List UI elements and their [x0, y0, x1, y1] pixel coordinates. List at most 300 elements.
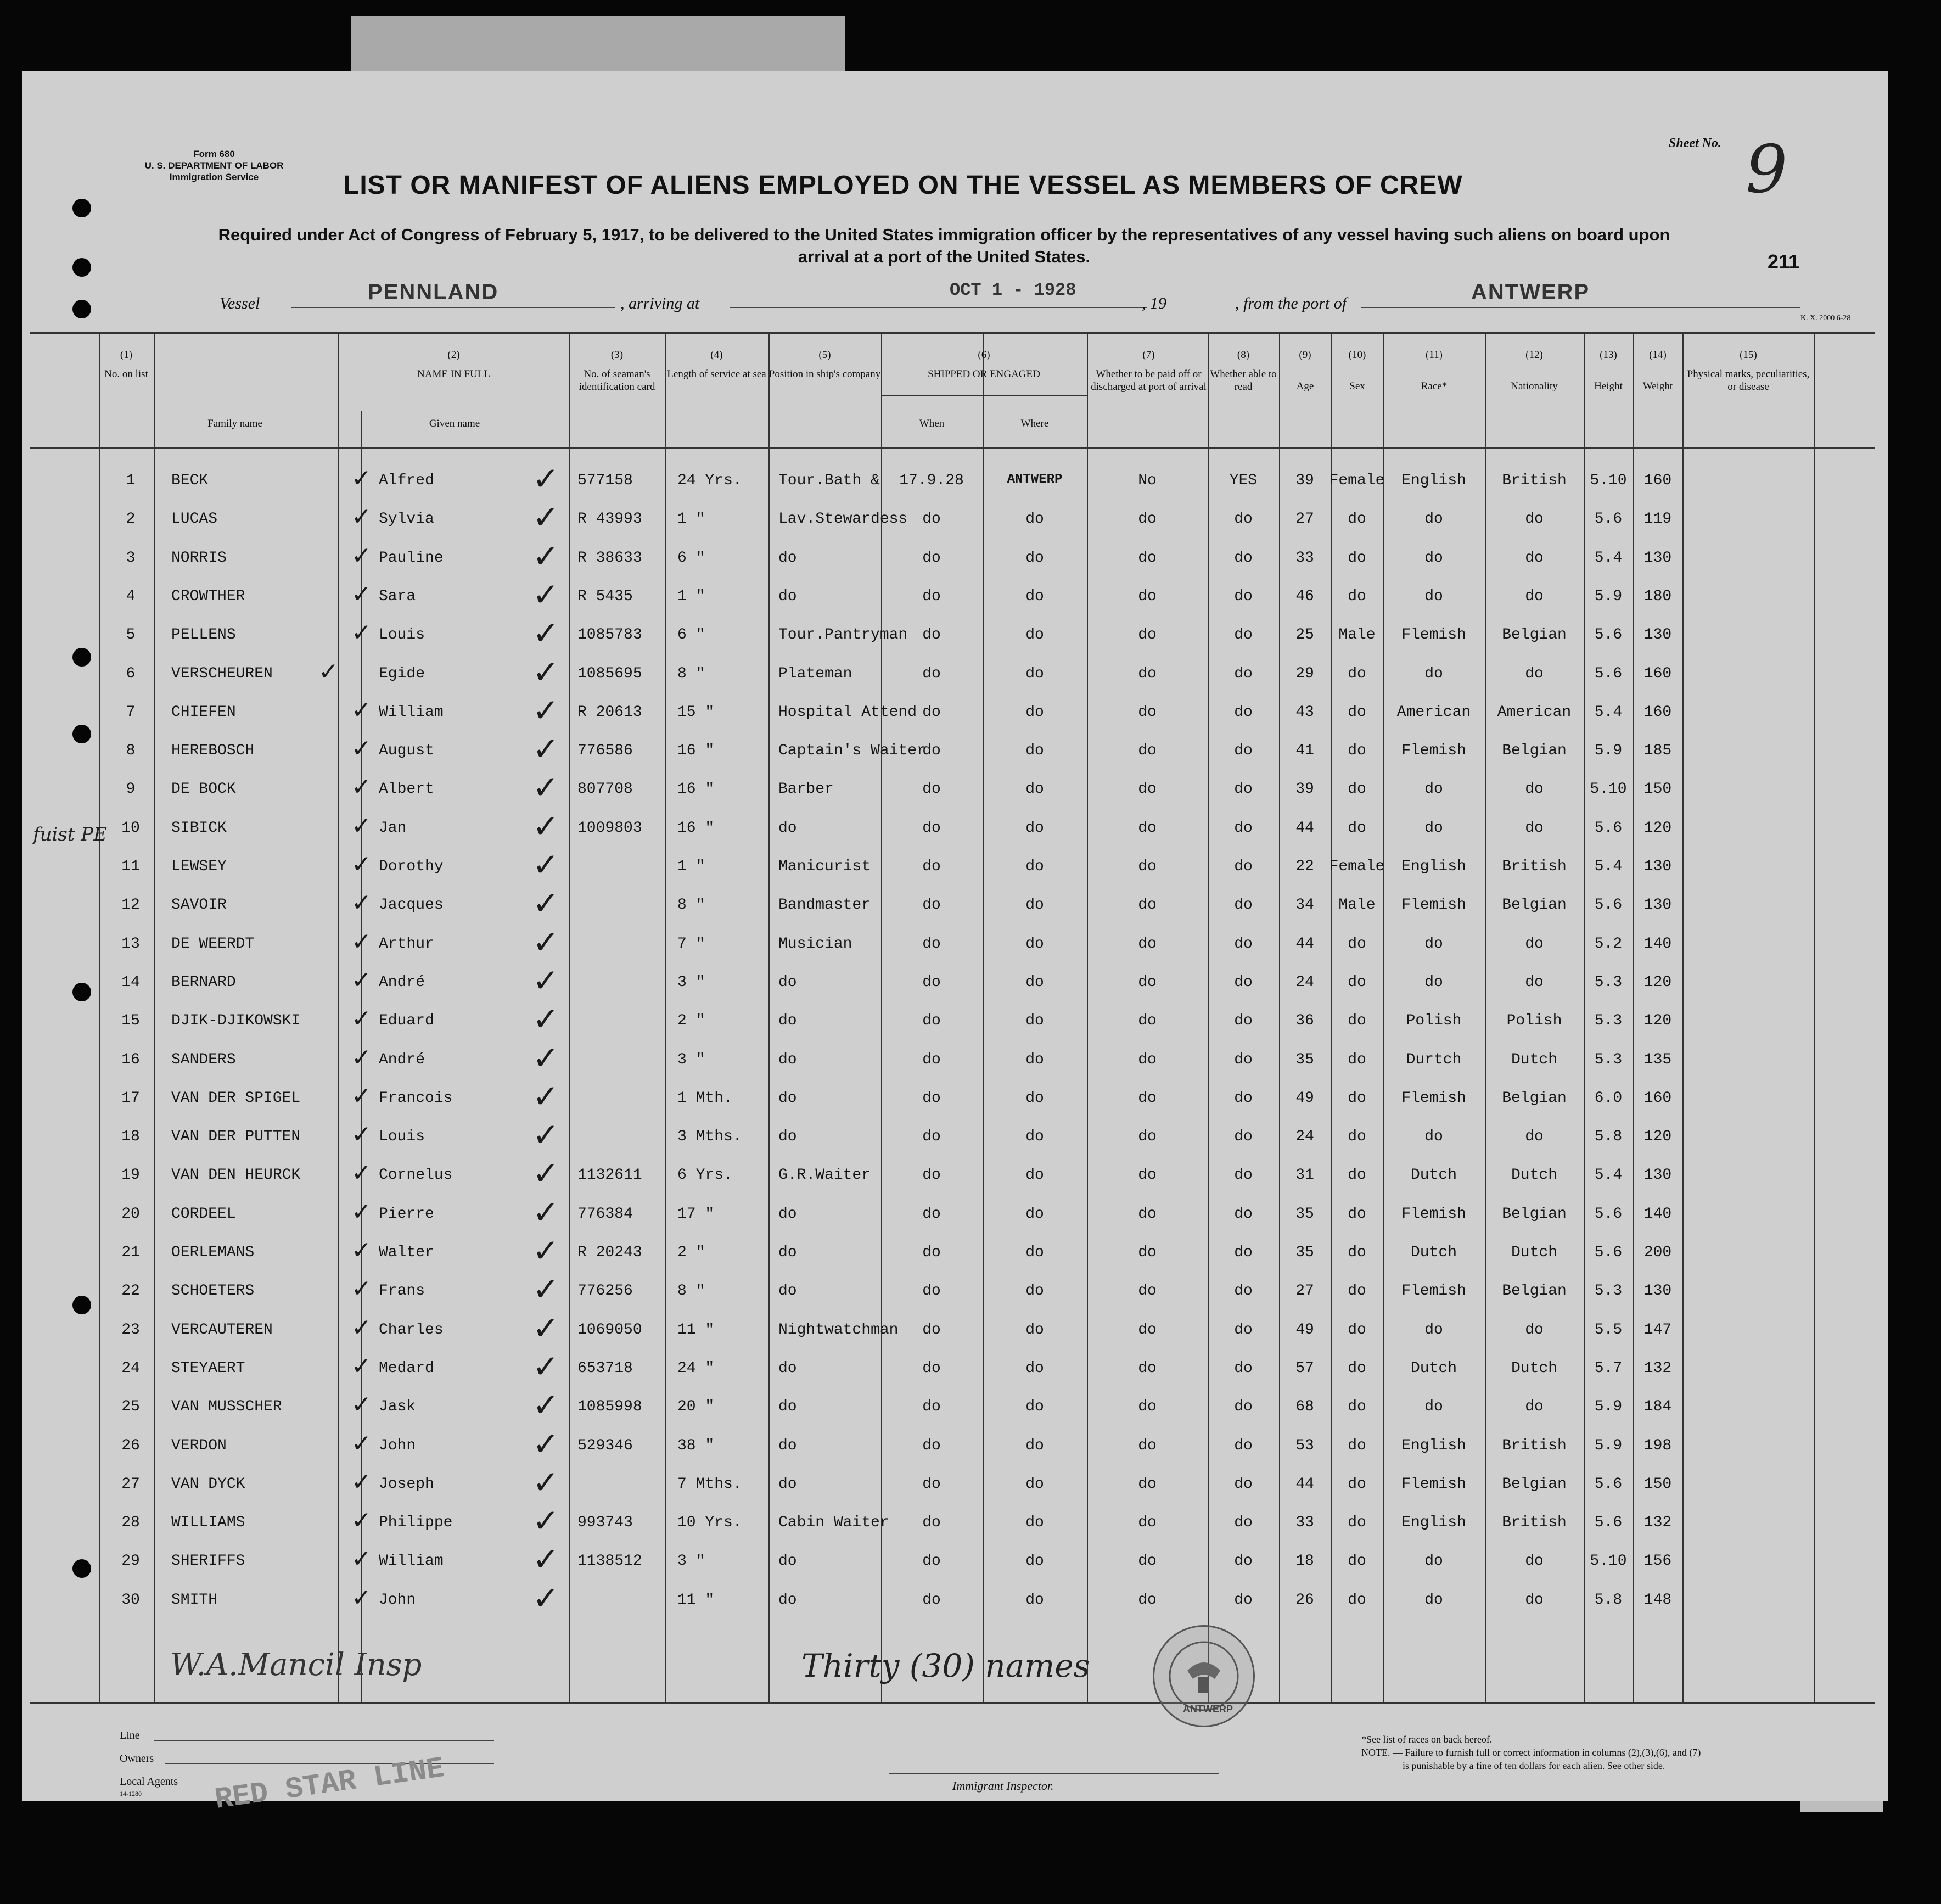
cell-height: 5.10	[1590, 1553, 1627, 1570]
header-num: (13)	[1600, 349, 1617, 361]
cell-weight: 148	[1643, 1591, 1672, 1609]
cell-race: do	[1424, 1553, 1443, 1570]
cell-weight: 200	[1643, 1244, 1672, 1261]
header-label: Whether to be paid off or discharged at port of arrival	[1091, 368, 1207, 393]
header-num: (2)	[447, 349, 460, 361]
cell-able-to-read: do	[1234, 1089, 1253, 1107]
port-blank	[1361, 307, 1800, 308]
cell-family-name: NORRIS	[171, 549, 227, 567]
cell-height: 5.4	[1594, 1167, 1623, 1184]
checkmark-icon: ✓	[532, 1502, 559, 1540]
cell-nationality: Belgian	[1502, 897, 1567, 914]
cell-shipped-when: do	[922, 1167, 941, 1184]
cell-able-to-read: do	[1234, 858, 1253, 875]
checkmark-icon: ✓	[532, 575, 559, 613]
cell-age: 27	[1295, 511, 1314, 528]
checkmark-icon: ✓	[532, 1232, 559, 1269]
table-top-rule	[30, 332, 1875, 334]
cell-weight: 160	[1643, 472, 1672, 489]
cell-length-of-service: 7 Mths.	[677, 1475, 742, 1493]
cell-nationality: Dutch	[1511, 1167, 1557, 1184]
cell-shipped-when: do	[922, 1128, 941, 1146]
subtitle-line-1: Required under Act of Congress of February 5, 1917, to be delivered to the United States immigration officer by the representatives of any vessel having such aliens on board upon	[218, 225, 1670, 244]
cell-given-name: Charles	[379, 1321, 444, 1339]
header-id-card	[569, 349, 665, 393]
cell-given-name: Egide	[379, 665, 425, 682]
cell-race: English	[1401, 472, 1466, 489]
cell-able-to-read: do	[1234, 1205, 1253, 1223]
cell-family-name: VAN DYCK	[171, 1475, 245, 1493]
cell-nationality: American	[1497, 703, 1572, 721]
checkmark-icon: ✓	[532, 807, 559, 845]
cell-id-card: 1069050	[577, 1321, 642, 1339]
cell-shipped-where: ANTWERP	[1007, 472, 1063, 487]
checkmark-icon: ✓	[318, 657, 339, 686]
cell-nationality: British	[1502, 1514, 1567, 1532]
table-header-rule	[30, 447, 1875, 449]
cell-position: do	[778, 549, 797, 567]
cell-race: Flemish	[1401, 1089, 1466, 1107]
cell-age: 57	[1295, 1359, 1314, 1377]
cell-weight: 150	[1643, 1475, 1672, 1493]
header-num: (8)	[1237, 349, 1250, 361]
cell-paid-off: do	[1138, 1283, 1157, 1300]
header-num: (14)	[1649, 349, 1667, 361]
cell-length-of-service: 11 "	[677, 1591, 715, 1609]
cell-shipped-where: do	[1025, 935, 1044, 953]
cell-length-of-service: 3 "	[677, 1553, 705, 1570]
inspector-blank	[889, 1773, 1219, 1774]
punch-hole	[72, 725, 91, 743]
cell-position: G.R.Waiter	[778, 1167, 871, 1184]
cell-shipped-when: do	[922, 1244, 941, 1261]
form-number: Form 680	[193, 149, 235, 159]
cell-race: English	[1401, 858, 1466, 875]
cell-sex: do	[1348, 1321, 1366, 1339]
manifest-sheet	[22, 71, 1888, 1818]
cell-shipped-when: do	[922, 1475, 941, 1493]
cell-weight: 140	[1643, 935, 1672, 953]
checkmark-icon: ✓	[351, 619, 372, 647]
cell-height: 5.3	[1594, 1012, 1623, 1030]
cell-row-number: 20	[121, 1205, 140, 1223]
cell-paid-off: do	[1138, 858, 1157, 875]
cell-height: 5.9	[1594, 1398, 1623, 1416]
header-no	[99, 349, 154, 380]
cell-able-to-read: do	[1234, 703, 1253, 721]
shipped-subheader-rule	[881, 395, 1087, 396]
checkmark-icon: ✓	[351, 927, 372, 956]
cell-sex: do	[1348, 935, 1366, 953]
checkmark-icon: ✓	[351, 464, 372, 492]
cell-id-card: 1085998	[577, 1398, 642, 1416]
cell-paid-off: do	[1138, 742, 1157, 760]
checkmark-icon: ✓	[532, 1386, 559, 1424]
cell-age: 39	[1295, 781, 1314, 798]
cell-length-of-service: 1 "	[677, 587, 705, 605]
cell-nationality: do	[1525, 1553, 1544, 1570]
cell-race: do	[1424, 549, 1443, 567]
cell-height: 5.9	[1594, 742, 1623, 760]
cell-age: 46	[1295, 587, 1314, 605]
cell-shipped-where: do	[1025, 1283, 1044, 1300]
cell-age: 68	[1295, 1398, 1314, 1416]
cell-able-to-read: do	[1234, 1553, 1253, 1570]
cell-weight: 135	[1643, 1051, 1672, 1068]
cell-weight: 130	[1643, 1167, 1672, 1184]
fine-note-2: is punishable by a fine of ten dollars for each alien. See other side.	[1403, 1760, 1665, 1771]
checkmark-icon: ✓	[351, 811, 372, 840]
cell-nationality: do	[1525, 1398, 1544, 1416]
cell-row-number: 14	[121, 973, 140, 991]
header-label: Position in ship's company	[768, 368, 881, 380]
checkmark-icon: ✓	[351, 850, 372, 878]
cell-able-to-read: do	[1234, 665, 1253, 682]
cell-height: 5.9	[1594, 1437, 1623, 1454]
cell-length-of-service: 1 "	[677, 858, 705, 875]
cell-nationality: do	[1525, 587, 1544, 605]
header-weight	[1633, 349, 1682, 393]
checkmark-icon: ✓	[532, 1347, 559, 1385]
checkmark-icon: ✓	[351, 1121, 372, 1149]
cell-able-to-read: do	[1234, 511, 1253, 528]
cell-height: 5.2	[1594, 935, 1623, 953]
cell-given-name: Cornelus	[379, 1167, 453, 1184]
cell-shipped-when: do	[922, 1205, 941, 1223]
cell-nationality: do	[1525, 665, 1544, 682]
cell-race: do	[1424, 665, 1443, 682]
cell-height: 5.6	[1594, 511, 1623, 528]
cell-weight: 185	[1643, 742, 1672, 760]
cell-height: 5.6	[1594, 1244, 1623, 1261]
cell-position: do	[778, 1591, 797, 1609]
cell-able-to-read: do	[1234, 897, 1253, 914]
header-paid-off	[1090, 349, 1208, 393]
cell-age: 39	[1295, 472, 1314, 489]
cell-weight: 120	[1643, 819, 1672, 837]
cell-position: do	[778, 819, 797, 837]
cell-shipped-where: do	[1025, 1244, 1044, 1261]
cell-given-name: Francois	[379, 1089, 453, 1107]
cell-sex: do	[1348, 1167, 1366, 1184]
cell-shipped-where: do	[1025, 626, 1044, 644]
cell-given-name: André	[379, 1051, 425, 1068]
cell-able-to-read: do	[1234, 1514, 1253, 1532]
header-where: Where	[1020, 418, 1049, 429]
cell-age: 27	[1295, 1283, 1314, 1300]
year-label: , 19	[1142, 294, 1166, 312]
cell-position: Captain's Waiter	[778, 742, 926, 760]
checkmark-icon: ✓	[532, 1077, 559, 1115]
cell-position: Barber	[778, 781, 834, 798]
checkmark-icon: ✓	[532, 1270, 559, 1308]
checkmark-icon: ✓	[532, 846, 559, 883]
cell-id-card: 1132611	[577, 1167, 642, 1184]
header-position	[768, 349, 881, 380]
cell-nationality: Polish	[1506, 1012, 1562, 1030]
cell-weight: 160	[1643, 703, 1672, 721]
header-sex	[1331, 349, 1383, 393]
cell-shipped-when: do	[922, 665, 941, 682]
cell-length-of-service: 8 "	[677, 897, 705, 914]
checkmark-icon: ✓	[532, 1116, 559, 1154]
checkmark-icon: ✓	[351, 1352, 372, 1380]
cell-shipped-where: do	[1025, 819, 1044, 837]
cell-nationality: do	[1525, 935, 1544, 953]
cell-weight: 132	[1643, 1514, 1672, 1532]
cell-age: 24	[1295, 1128, 1314, 1146]
cell-position: Lav.Stewardess	[778, 511, 908, 528]
checkmark-icon: ✓	[351, 1043, 372, 1072]
cell-age: 29	[1295, 665, 1314, 682]
cell-height: 5.8	[1594, 1591, 1623, 1609]
cell-weight: 150	[1643, 781, 1672, 798]
column-rule	[665, 332, 666, 1702]
cell-paid-off: do	[1138, 511, 1157, 528]
cell-given-name: Medard	[379, 1359, 434, 1377]
cell-family-name: SCHOETERS	[171, 1283, 255, 1300]
cell-family-name: SIBICK	[171, 819, 227, 837]
header-label: No. on list	[104, 368, 148, 380]
cell-given-name: André	[379, 973, 425, 991]
cell-shipped-where: do	[1025, 703, 1044, 721]
cell-family-name: SMITH	[171, 1591, 218, 1609]
cell-age: 44	[1295, 1475, 1314, 1493]
cell-row-number: 9	[126, 781, 136, 798]
cell-row-number: 11	[121, 858, 140, 875]
line-stamp: RED STAR LINE	[212, 1751, 447, 1818]
cell-length-of-service: 16 "	[677, 742, 715, 760]
vessel-label: Vessel	[220, 294, 260, 312]
cell-nationality: Belgian	[1502, 1283, 1567, 1300]
cell-row-number: 8	[126, 742, 136, 760]
cell-given-name: Pierre	[379, 1205, 434, 1223]
cell-family-name: BECK	[171, 472, 209, 489]
cell-position: Musician	[778, 935, 852, 953]
cell-position: Tour.Bath &	[778, 472, 880, 489]
cell-age: 35	[1295, 1244, 1314, 1261]
checkmark-icon: ✓	[532, 1463, 559, 1501]
cell-length-of-service: 7 "	[677, 935, 705, 953]
checkmark-icon: ✓	[532, 1309, 559, 1347]
cell-row-number: 19	[121, 1167, 140, 1184]
cell-race: Flemish	[1401, 1283, 1466, 1300]
checkmark-icon: ✓	[351, 1468, 372, 1496]
punch-hole	[72, 258, 91, 277]
cell-shipped-where: do	[1025, 742, 1044, 760]
cell-length-of-service: 11 "	[677, 1321, 715, 1339]
header-num: (10)	[1348, 349, 1366, 361]
cell-age: 41	[1295, 742, 1314, 760]
cell-race: do	[1424, 1591, 1443, 1609]
cell-sex: do	[1348, 1359, 1366, 1377]
cell-paid-off: do	[1138, 1244, 1157, 1261]
checkmark-icon: ✓	[351, 1545, 372, 1573]
checkmark-icon: ✓	[351, 696, 372, 724]
cell-paid-off: do	[1138, 1553, 1157, 1570]
cell-nationality: do	[1525, 1321, 1544, 1339]
header-num: (3)	[610, 349, 624, 361]
header-label: Whether able to read	[1210, 368, 1277, 393]
cell-paid-off: do	[1138, 935, 1157, 953]
cell-nationality: do	[1525, 511, 1544, 528]
cell-id-card: 776384	[577, 1205, 633, 1223]
cell-shipped-when: do	[922, 1514, 941, 1532]
cell-family-name: VAN DER SPIGEL	[171, 1089, 301, 1107]
checkmark-icon: ✓	[532, 691, 559, 729]
cell-family-name: DJIK-DJIKOWSKI	[171, 1012, 301, 1030]
cell-length-of-service: 1 Mth.	[677, 1089, 733, 1107]
cell-height: 5.6	[1594, 819, 1623, 837]
cell-race: do	[1424, 819, 1443, 837]
cell-row-number: 28	[121, 1514, 140, 1532]
header-label: NAME IN FULL	[417, 368, 490, 380]
header-label: Race*	[1421, 380, 1448, 392]
cell-position: Hospital Attend	[778, 703, 917, 721]
checkmark-icon: ✓	[351, 1391, 372, 1419]
checkmark-icon: ✓	[532, 961, 559, 999]
cell-paid-off: do	[1138, 587, 1157, 605]
cell-race: American	[1396, 703, 1471, 721]
cell-race: do	[1424, 1398, 1443, 1416]
cell-paid-off: do	[1138, 1051, 1157, 1068]
cell-height: 5.6	[1594, 1205, 1623, 1223]
cell-paid-off: do	[1138, 1167, 1157, 1184]
cell-position: Nightwatchman	[778, 1321, 899, 1339]
cell-family-name: SHERIFFS	[171, 1553, 245, 1570]
cell-sex: do	[1348, 1089, 1366, 1107]
cell-length-of-service: 2 "	[677, 1244, 705, 1261]
cell-race: Flemish	[1401, 1205, 1466, 1223]
cell-family-name: WILLIAMS	[171, 1514, 245, 1532]
cell-height: 5.4	[1594, 703, 1623, 721]
cell-position: do	[778, 1128, 797, 1146]
cell-age: 43	[1295, 703, 1314, 721]
cell-shipped-where: do	[1025, 1128, 1044, 1146]
subtitle-line-2: arrival at a port of the United States.	[798, 247, 1091, 266]
cell-length-of-service: 6 "	[677, 626, 705, 644]
cell-family-name: VERSCHEUREN	[171, 665, 273, 682]
cell-paid-off: do	[1138, 549, 1157, 567]
cell-able-to-read: YES	[1229, 472, 1258, 489]
cell-given-name: Frans	[379, 1283, 425, 1300]
cell-row-number: 5	[126, 626, 136, 644]
cell-position: do	[778, 1398, 797, 1416]
cell-shipped-when: do	[922, 973, 941, 991]
cell-able-to-read: do	[1234, 1244, 1253, 1261]
cell-length-of-service: 38 "	[677, 1437, 715, 1454]
cell-position: do	[778, 1437, 797, 1454]
cell-shipped-where: do	[1025, 549, 1044, 567]
cell-row-number: 22	[121, 1283, 140, 1300]
cell-weight: 160	[1643, 1089, 1672, 1107]
cell-shipped-when: do	[922, 549, 941, 567]
cell-nationality: do	[1525, 819, 1544, 837]
cell-paid-off: do	[1138, 973, 1157, 991]
cell-sex: do	[1348, 1591, 1366, 1609]
cell-able-to-read: do	[1234, 1359, 1253, 1377]
header-label: Age	[1296, 380, 1314, 392]
cell-id-card: 1138512	[577, 1553, 642, 1570]
header-able-read	[1208, 349, 1279, 393]
cell-weight: 198	[1643, 1437, 1672, 1454]
cell-race: do	[1424, 1321, 1443, 1339]
department-name: U. S. DEPARTMENT OF LABOR	[144, 160, 284, 171]
cell-position: do	[778, 587, 797, 605]
checkmark-icon: ✓	[532, 923, 559, 961]
header-label: Physical marks, peculiarities, or disease	[1687, 368, 1810, 393]
cell-given-name: William	[379, 1553, 444, 1570]
cell-shipped-when: do	[922, 703, 941, 721]
cell-sex: do	[1348, 1514, 1366, 1532]
cell-length-of-service: 3 "	[677, 973, 705, 991]
cell-shipped-when: do	[922, 1321, 941, 1339]
cell-id-card: R 20613	[577, 703, 642, 721]
cell-nationality: do	[1525, 1128, 1544, 1146]
cell-id-card: 529346	[577, 1437, 633, 1454]
header-label: Weight	[1642, 380, 1673, 392]
cell-nationality: Belgian	[1502, 1205, 1567, 1223]
cell-length-of-service: 16 "	[677, 819, 715, 837]
cell-position: do	[778, 1012, 797, 1030]
cell-nationality: Belgian	[1502, 626, 1567, 644]
cell-nationality: do	[1525, 549, 1544, 567]
checkmark-icon: ✓	[532, 1039, 559, 1077]
cell-row-number: 1	[126, 472, 136, 489]
checkmark-icon: ✓	[532, 1541, 559, 1578]
cell-age: 26	[1295, 1591, 1314, 1609]
cell-sex: Female	[1329, 472, 1385, 489]
cell-id-card: 1009803	[577, 819, 642, 837]
column-rule	[1814, 332, 1815, 1702]
header-num: (4)	[710, 349, 723, 361]
cell-row-number: 18	[121, 1128, 140, 1146]
header-family-name: Family name	[207, 418, 262, 429]
header-num: (9)	[1299, 349, 1311, 361]
cell-shipped-when: do	[922, 1591, 941, 1609]
cell-length-of-service: 8 "	[677, 665, 705, 682]
cell-weight: 132	[1643, 1359, 1672, 1377]
punch-hole	[72, 199, 91, 217]
footer-owners-label: Owners	[120, 1752, 154, 1765]
cell-shipped-where: do	[1025, 897, 1044, 914]
from-label: , from the port of	[1235, 294, 1347, 312]
cell-shipped-when: do	[922, 587, 941, 605]
cell-shipped-when: do	[922, 1437, 941, 1454]
cell-position: do	[778, 1051, 797, 1068]
cell-able-to-read: do	[1234, 819, 1253, 837]
cell-sex: do	[1348, 1553, 1366, 1570]
cell-shipped-when: do	[922, 858, 941, 875]
cell-height: 5.3	[1594, 1051, 1623, 1068]
header-race	[1383, 349, 1485, 393]
cell-shipped-when: do	[922, 1283, 941, 1300]
checkmark-icon: ✓	[532, 884, 559, 922]
cell-shipped-where: do	[1025, 1398, 1044, 1416]
cell-family-name: OERLEMANS	[171, 1244, 255, 1261]
cell-paid-off: do	[1138, 1205, 1157, 1223]
cell-weight: 156	[1643, 1553, 1672, 1570]
cell-length-of-service: 16 "	[677, 781, 715, 798]
cell-able-to-read: do	[1234, 1051, 1253, 1068]
cell-shipped-when: do	[922, 819, 941, 837]
cell-given-name: Louis	[379, 626, 425, 644]
checkmark-icon: ✓	[351, 1082, 372, 1110]
cell-nationality: Belgian	[1502, 1475, 1567, 1493]
cell-sex: do	[1348, 1012, 1366, 1030]
checkmark-icon: ✓	[532, 1425, 559, 1463]
cell-weight: 184	[1643, 1398, 1672, 1416]
